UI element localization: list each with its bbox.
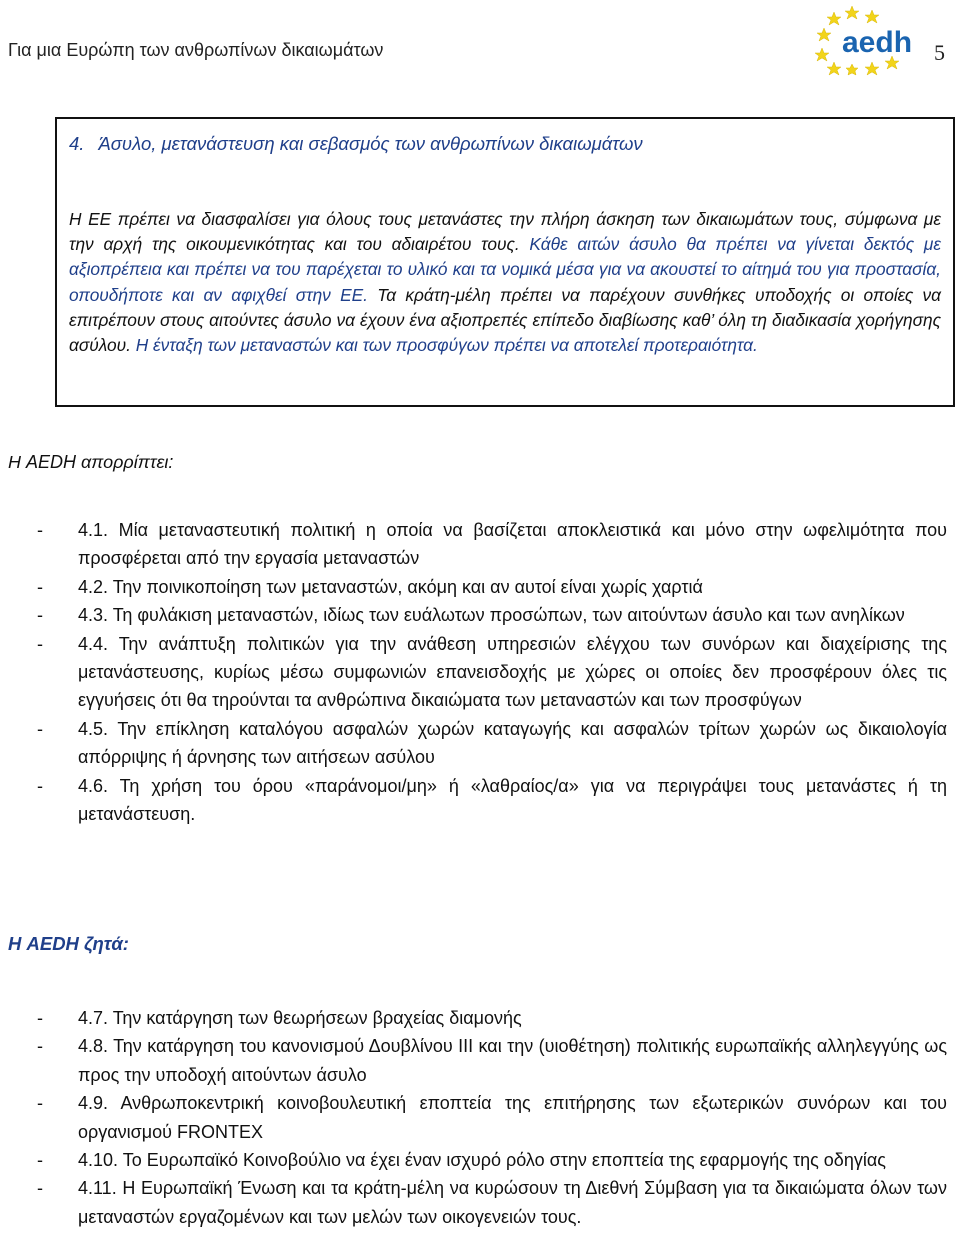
star-icon xyxy=(827,62,841,75)
list-dash: - xyxy=(37,633,43,654)
section-box xyxy=(55,117,955,407)
section-heading xyxy=(69,133,643,155)
list-item xyxy=(0,1032,960,1089)
list-item-text: 4.8. Την κατάργηση του κανονισμού Δουβλίνου ΙΙΙ και την (υιοθέτηση) πολιτικής ευρωπαϊκής αλληλεγγύης ως προς την υποδοχή αιτούντων άσυλο xyxy=(78,1036,947,1085)
list-item-text: 4.3. Τη φυλάκιση μεταναστών, ιδίως των ευάλωτων προσώπων, των αιτούντων άσυλο και των ανηλίκων xyxy=(78,605,905,626)
paragraph-part-3: Τα κράτη-μέλη πρέπει να παρέχουν συνθήκες υποδοχής οι οποίες να επιτρέπουν στους αιτούντες άσυλο να έχουν ένα αξιοπρεπές επίπεδο διαβίωσης καθ’ όλη τη διαδικασία χορήγησης ασύλου. xyxy=(69,284,941,356)
list-item xyxy=(0,1004,960,1032)
list-item xyxy=(0,1174,960,1231)
list-item xyxy=(0,516,960,573)
list-dash: - xyxy=(37,605,43,626)
star-icon xyxy=(846,64,858,75)
star-icon xyxy=(817,28,831,41)
list-item-text: 4.10. Το Ευρωπαϊκό Κοινοβούλιο να έχει έναν ισχυρό ρόλο στην εποπτεία της εφαρμογής της οδηγίας xyxy=(78,1150,886,1171)
rejects-heading: Η AEDH απορρίπτει: xyxy=(8,452,174,472)
logo-text: aedh xyxy=(842,26,913,59)
star-icon xyxy=(845,6,859,19)
star-icon xyxy=(865,62,879,75)
header-title: Για μια Ευρώπη των ανθρωπίνων δικαιωμάτων xyxy=(8,40,384,60)
list-dash: - xyxy=(37,718,43,739)
paragraph-part-1: Η ΕΕ πρέπει να διασφαλίσει για όλους τους μετανάστες την πλήρη άσκηση των δικαιωμάτων τους, σύμφωνα με την αρχή της οικουμενικότητας και του αδιαιρέτου τους. xyxy=(69,209,941,255)
list-item-text: 4.11. Η Ευρωπαϊκή Ένωση και τα κράτη-μέλη να κυρώσουν τη Διεθνή Σύμβαση για τα δικαιώματα όλων των μεταναστών εργαζομένων και των μελών των οικογενειών τους. xyxy=(78,1178,947,1227)
list-dash: - xyxy=(37,1093,43,1114)
list-item xyxy=(0,630,960,715)
list-item xyxy=(0,573,960,601)
list-dash: - xyxy=(37,1036,43,1057)
section-paragraph xyxy=(69,207,941,358)
list-item xyxy=(0,601,960,629)
star-icon xyxy=(815,48,829,61)
page-number: 5 xyxy=(934,40,945,65)
demands-list xyxy=(0,1004,960,1231)
list-item-text: 4.1. Μία μεταναστευτική πολιτική η οποία να βασίζεται αποκλειστικά και μόνο στην ωφελιμότητα που προσφέρεται από την εργασία μεταναστών xyxy=(78,520,947,569)
paragraph-part-4: Η ένταξη των μεταναστών και των προσφύγων πρέπει να αποτελεί προτεραιότητα. xyxy=(130,335,758,356)
list-item xyxy=(0,715,960,772)
list-item-text: 4.2. Την ποινικοποίηση των μεταναστών, ακόμη και αν αυτοί είναι χωρίς χαρτιά xyxy=(78,576,703,597)
list-item-text: 4.4. Την ανάπτυξη πολιτικών για την ανάθεση υπηρεσιών ελέγχου των συνόρων και διαχείρισης της μετανάστευσης, κυρίως μέσω συμφωνιών επανεισδοχής με χώρες οι οποίες δεν προσφέρουν όλες τις εγγυήσεις ότι θα τηρούνται τα ανθρώπινα δικαιώματα των μεταναστών και των προσφύγων xyxy=(78,633,947,711)
list-item xyxy=(0,772,960,829)
list-item xyxy=(0,1146,960,1174)
section-number: 4. xyxy=(69,133,85,154)
list-dash: - xyxy=(37,1150,43,1171)
star-icon xyxy=(865,10,879,23)
list-item-text: 4.9. Ανθρωποκεντρική κοινοβουλευτική εποπτεία της επιτήρησης των εξωτερικών συνόρων και του οργανισμού FRONTEX xyxy=(78,1093,947,1142)
list-item-text: 4.6. Τη χρήση του όρου «παράνομοι/μη» ή «λαθραίος/α» για να περιγράψει τους μετανάστες ή τη μετανάστευση. xyxy=(78,775,947,825)
list-dash: - xyxy=(37,520,43,540)
list-dash: - xyxy=(37,1008,43,1028)
list-item-text: 4.5. Την επίκληση καταλόγου ασφαλών χωρών καταγωγής και ασφαλών τρίτων χωρών ως δικαιολογία απόρριψης ή άρνησης των αιτήσεων ασύλου xyxy=(78,718,947,768)
section-title: Άσυλο, μετανάστευση και σεβασμός των ανθρωπίνων δικαιωμάτων xyxy=(98,133,643,154)
aedh-logo xyxy=(810,4,930,76)
list-item-text: 4.7. Την κατάργηση των θεωρήσεων βραχείας διαμονής xyxy=(78,1008,522,1028)
demands-heading: Η AEDH ζητά: xyxy=(8,933,129,954)
rejects-list xyxy=(0,516,960,828)
list-item xyxy=(0,1089,960,1146)
list-dash: - xyxy=(37,1178,43,1199)
list-dash: - xyxy=(37,775,43,796)
star-icon xyxy=(827,12,841,25)
list-dash: - xyxy=(37,576,43,597)
paragraph-part-2: Κάθε αιτών άσυλο θα πρέπει να γίνεται δεκτός με αξιοπρέπεια και πρέπει να του παρέχεται το υλικό και τα νομικά μέσα για να ακουστεί το αίτημά του για προστασία, οπουδήποτε και αν αφιχθεί στην ΕΕ. xyxy=(69,234,941,305)
